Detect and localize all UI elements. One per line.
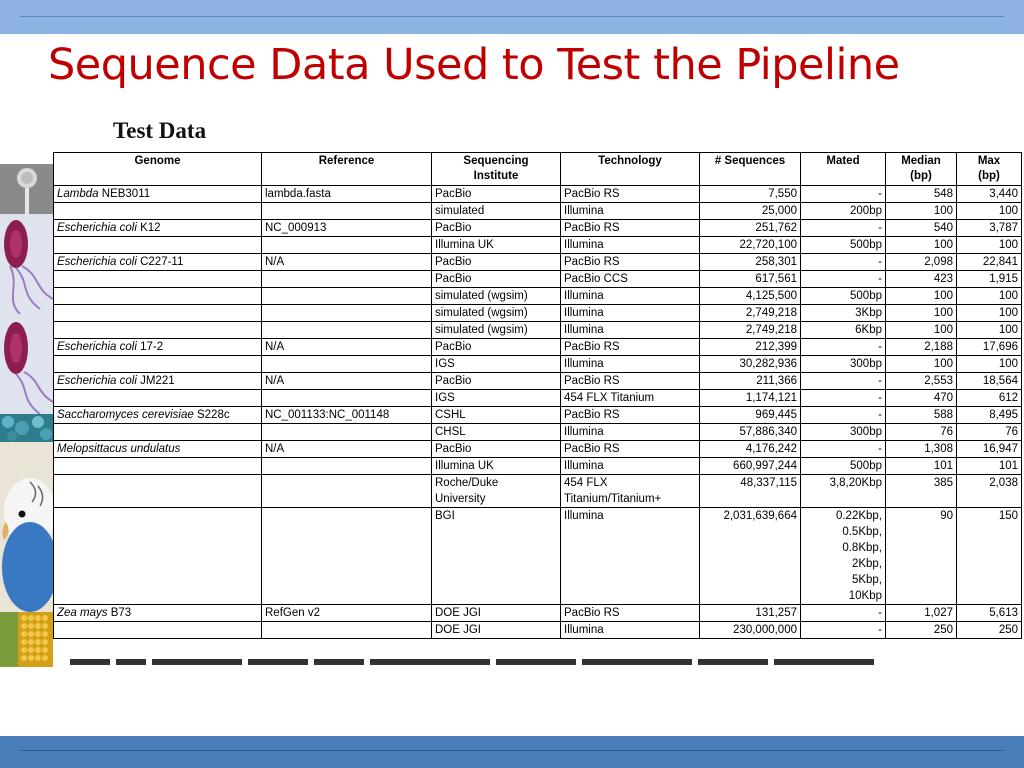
sequences-cell: 22,720,100 (700, 237, 801, 254)
mated-cell: 6Kbp (801, 322, 886, 339)
max-cell: 1,915 (957, 271, 1022, 288)
institute-cell: PacBio (432, 254, 561, 271)
sequences-cell: 969,445 (700, 407, 801, 424)
median-cell: 90 (886, 508, 957, 605)
institute-cell: CHSL (432, 424, 561, 441)
table-row (54, 407, 1022, 424)
genome-cell (54, 390, 262, 407)
institute-cell: IGS (432, 390, 561, 407)
sequences-cell: 7,550 (700, 186, 801, 203)
technology-cell: Illumina (561, 203, 700, 220)
strain-name: K12 (136, 222, 161, 234)
table-row (54, 622, 1022, 639)
corn-image (0, 612, 53, 667)
strain-name: B73 (107, 607, 132, 619)
mated-cell: - (801, 339, 886, 356)
sequences-cell: 2,749,218 (700, 305, 801, 322)
technology-cell: Illumina (561, 305, 700, 322)
reference-cell (262, 271, 432, 288)
institute-cell: simulated (432, 203, 561, 220)
column-header: Genome (54, 153, 262, 186)
mated-cell: 500bp (801, 288, 886, 305)
mated-cell: 3Kbp (801, 305, 886, 322)
max-cell: 3,440 (957, 186, 1022, 203)
genome-cell (54, 322, 262, 339)
sequences-cell: 258,301 (700, 254, 801, 271)
median-cell: 423 (886, 271, 957, 288)
genome-cell (54, 605, 262, 622)
reference-cell (262, 424, 432, 441)
species-name: Escherichia coli (57, 375, 137, 387)
sequences-cell: 251,762 (700, 220, 801, 237)
strain-name: JM221 (136, 375, 175, 387)
reference-cell: lambda.fasta (262, 186, 432, 203)
max-cell: 17,696 (957, 339, 1022, 356)
table-row (54, 475, 1022, 508)
institute-cell: DOE JGI (432, 605, 561, 622)
institute-cell: PacBio (432, 186, 561, 203)
institute-cell: simulated (wgsim) (432, 305, 561, 322)
test-data-table (53, 152, 1022, 639)
median-cell: 100 (886, 203, 957, 220)
max-cell: 101 (957, 458, 1022, 475)
technology-cell: PacBio CCS (561, 271, 700, 288)
reference-cell: N/A (262, 441, 432, 458)
genome-cell (54, 475, 262, 508)
reference-cell: N/A (262, 339, 432, 356)
cropped-caption (60, 649, 1020, 667)
technology-cell: Illumina (561, 237, 700, 254)
top-banner (0, 0, 1024, 34)
bottom-banner (0, 736, 1024, 768)
table-row (54, 605, 1022, 622)
max-cell: 100 (957, 322, 1022, 339)
median-cell: 2,098 (886, 254, 957, 271)
max-cell: 8,495 (957, 407, 1022, 424)
genome-cell (54, 424, 262, 441)
table-row (54, 186, 1022, 203)
reference-cell (262, 390, 432, 407)
max-cell: 22,841 (957, 254, 1022, 271)
bacterium-image (0, 214, 53, 314)
max-cell: 150 (957, 508, 1022, 605)
median-cell: 1,308 (886, 441, 957, 458)
max-cell: 2,038 (957, 475, 1022, 508)
column-header: Sequencing Institute (432, 153, 561, 186)
median-cell: 250 (886, 622, 957, 639)
sequences-cell: 660,997,244 (700, 458, 801, 475)
genome-cell (54, 288, 262, 305)
median-cell: 101 (886, 458, 957, 475)
mated-cell: - (801, 407, 886, 424)
table-row (54, 356, 1022, 373)
genome-cell (54, 203, 262, 220)
mated-cell: 3,8,20Kbp (801, 475, 886, 508)
mated-cell: - (801, 390, 886, 407)
table-row (54, 424, 1022, 441)
budgerigar-image (0, 442, 53, 612)
column-header: Max (bp) (957, 153, 1022, 186)
column-header: Technology (561, 153, 700, 186)
strain-name: C227-11 (136, 256, 184, 268)
table-row (54, 288, 1022, 305)
median-cell: 385 (886, 475, 957, 508)
genome-cell (54, 458, 262, 475)
sequences-cell: 30,282,936 (700, 356, 801, 373)
table-row (54, 390, 1022, 407)
institute-cell: PacBio (432, 373, 561, 390)
table-row (54, 339, 1022, 356)
reference-cell (262, 508, 432, 605)
max-cell: 76 (957, 424, 1022, 441)
technology-cell: Illumina (561, 322, 700, 339)
species-name: Saccharomyces cerevisiae (57, 409, 194, 421)
reference-cell (262, 237, 432, 254)
footer-rule (20, 750, 1004, 751)
mated-cell: - (801, 441, 886, 458)
institute-cell: PacBio (432, 339, 561, 356)
median-cell: 100 (886, 305, 957, 322)
sequences-cell: 4,125,500 (700, 288, 801, 305)
reference-cell: NC_000913 (262, 220, 432, 237)
reference-cell (262, 356, 432, 373)
sequences-cell: 230,000,000 (700, 622, 801, 639)
reference-cell (262, 288, 432, 305)
mated-cell: 300bp (801, 356, 886, 373)
table-row (54, 441, 1022, 458)
genome-cell (54, 186, 262, 203)
yeast-image (0, 414, 53, 442)
technology-cell: Illumina (561, 424, 700, 441)
genome-cell (54, 254, 262, 271)
institute-cell: IGS (432, 356, 561, 373)
median-cell: 2,188 (886, 339, 957, 356)
mated-cell: - (801, 605, 886, 622)
reference-cell: N/A (262, 373, 432, 390)
sequences-cell: 131,257 (700, 605, 801, 622)
technology-cell: Illumina (561, 356, 700, 373)
organism-image-strip (0, 164, 53, 667)
mated-cell: 200bp (801, 203, 886, 220)
median-cell: 100 (886, 237, 957, 254)
technology-cell: 454 FLX Titanium (561, 390, 700, 407)
sequences-cell: 1,174,121 (700, 390, 801, 407)
genome-cell (54, 220, 262, 237)
institute-cell: simulated (wgsim) (432, 288, 561, 305)
genome-cell (54, 271, 262, 288)
institute-cell: PacBio (432, 441, 561, 458)
max-cell: 16,947 (957, 441, 1022, 458)
technology-cell: PacBio RS (561, 186, 700, 203)
technology-cell: PacBio RS (561, 605, 700, 622)
institute-cell: PacBio (432, 271, 561, 288)
max-cell: 250 (957, 622, 1022, 639)
table-header (54, 153, 1022, 186)
technology-cell: PacBio RS (561, 407, 700, 424)
sequences-cell: 48,337,115 (700, 475, 801, 508)
genome-cell (54, 508, 262, 605)
table-row (54, 237, 1022, 254)
table-row (54, 271, 1022, 288)
mated-cell: - (801, 622, 886, 639)
sequences-cell: 617,561 (700, 271, 801, 288)
institute-cell: Roche/Duke University (432, 475, 561, 508)
reference-cell: N/A (262, 254, 432, 271)
median-cell: 76 (886, 424, 957, 441)
median-cell: 588 (886, 407, 957, 424)
reference-cell (262, 475, 432, 508)
table-row (54, 254, 1022, 271)
cropped-caption-glyphs (60, 657, 900, 667)
genome-cell (54, 622, 262, 639)
document-heading: Test Data (113, 118, 207, 143)
institute-cell: CSHL (432, 407, 561, 424)
technology-cell: PacBio RS (561, 254, 700, 271)
median-cell: 2,553 (886, 373, 957, 390)
institute-cell: DOE JGI (432, 622, 561, 639)
max-cell: 100 (957, 203, 1022, 220)
technology-cell: Illumina (561, 288, 700, 305)
species-name: Escherichia coli (57, 341, 137, 353)
mated-cell: - (801, 373, 886, 390)
table-row (54, 322, 1022, 339)
technology-cell: Illumina (561, 622, 700, 639)
technology-cell: PacBio RS (561, 441, 700, 458)
genome-cell (54, 441, 262, 458)
genome-cell (54, 237, 262, 254)
mated-cell: - (801, 186, 886, 203)
sequences-cell: 57,886,340 (700, 424, 801, 441)
bacterium-image (0, 314, 53, 414)
strain-name: 17-2 (136, 341, 164, 353)
column-header: # Sequences (700, 153, 801, 186)
species-name: Melopsittacus undulatus (57, 443, 181, 455)
reference-cell (262, 458, 432, 475)
max-cell: 100 (957, 305, 1022, 322)
max-cell: 100 (957, 237, 1022, 254)
genome-cell (54, 373, 262, 390)
institute-cell: PacBio (432, 220, 561, 237)
slide-title: Sequence Data Used to Test the Pipeline (48, 40, 900, 90)
table-row (54, 203, 1022, 220)
sequences-cell: 211,366 (700, 373, 801, 390)
mated-cell: 300bp (801, 424, 886, 441)
reference-cell (262, 622, 432, 639)
median-cell: 1,027 (886, 605, 957, 622)
mated-cell: - (801, 220, 886, 237)
species-name: Escherichia coli (57, 222, 137, 234)
species-name: Lambda (57, 188, 99, 200)
reference-cell: RefGen v2 (262, 605, 432, 622)
technology-cell: 454 FLX Titanium/Titanium+ (561, 475, 700, 508)
phage-image (0, 164, 53, 214)
institute-cell: simulated (wgsim) (432, 322, 561, 339)
reference-cell: NC_001133:NC_001148 (262, 407, 432, 424)
reference-cell (262, 322, 432, 339)
strain-name: NEB3011 (98, 188, 151, 200)
max-cell: 3,787 (957, 220, 1022, 237)
document-image (0, 112, 1024, 667)
median-cell: 548 (886, 186, 957, 203)
table-body (54, 186, 1022, 639)
mated-cell: - (801, 254, 886, 271)
technology-cell: PacBio RS (561, 373, 700, 390)
mated-cell: 0.22Kbp, 0.5Kbp, 0.8Kbp, 2Kbp, 5Kbp, 10Kbp (801, 508, 886, 605)
max-cell: 5,613 (957, 605, 1022, 622)
max-cell: 100 (957, 288, 1022, 305)
institute-cell: Illumina UK (432, 458, 561, 475)
technology-cell: Illumina (561, 458, 700, 475)
mated-cell: 500bp (801, 237, 886, 254)
sequences-cell: 2,749,218 (700, 322, 801, 339)
institute-cell: BGI (432, 508, 561, 605)
median-cell: 100 (886, 288, 957, 305)
species-name: Escherichia coli (57, 256, 137, 268)
column-header: Median (bp) (886, 153, 957, 186)
max-cell: 612 (957, 390, 1022, 407)
sequences-cell: 212,399 (700, 339, 801, 356)
strain-name: S228c (193, 409, 230, 421)
sequences-cell: 25,000 (700, 203, 801, 220)
column-header: Reference (262, 153, 432, 186)
genome-cell (54, 339, 262, 356)
species-name: Zea mays (57, 607, 108, 619)
median-cell: 100 (886, 322, 957, 339)
mated-cell: - (801, 271, 886, 288)
technology-cell: PacBio RS (561, 339, 700, 356)
technology-cell: PacBio RS (561, 220, 700, 237)
median-cell: 470 (886, 390, 957, 407)
genome-cell (54, 407, 262, 424)
technology-cell: Illumina (561, 508, 700, 605)
sequences-cell: 4,176,242 (700, 441, 801, 458)
reference-cell (262, 203, 432, 220)
table-row (54, 220, 1022, 237)
max-cell: 100 (957, 356, 1022, 373)
column-header: Mated (801, 153, 886, 186)
table-row (54, 373, 1022, 390)
table-row (54, 458, 1022, 475)
institute-cell: Illumina UK (432, 237, 561, 254)
median-cell: 540 (886, 220, 957, 237)
max-cell: 18,564 (957, 373, 1022, 390)
genome-cell (54, 356, 262, 373)
banner-rule (20, 16, 1004, 17)
mated-cell: 500bp (801, 458, 886, 475)
genome-cell (54, 305, 262, 322)
table-row (54, 305, 1022, 322)
sequences-cell: 2,031,639,664 (700, 508, 801, 605)
header-row (54, 153, 1022, 186)
reference-cell (262, 305, 432, 322)
median-cell: 100 (886, 356, 957, 373)
table-row (54, 508, 1022, 605)
